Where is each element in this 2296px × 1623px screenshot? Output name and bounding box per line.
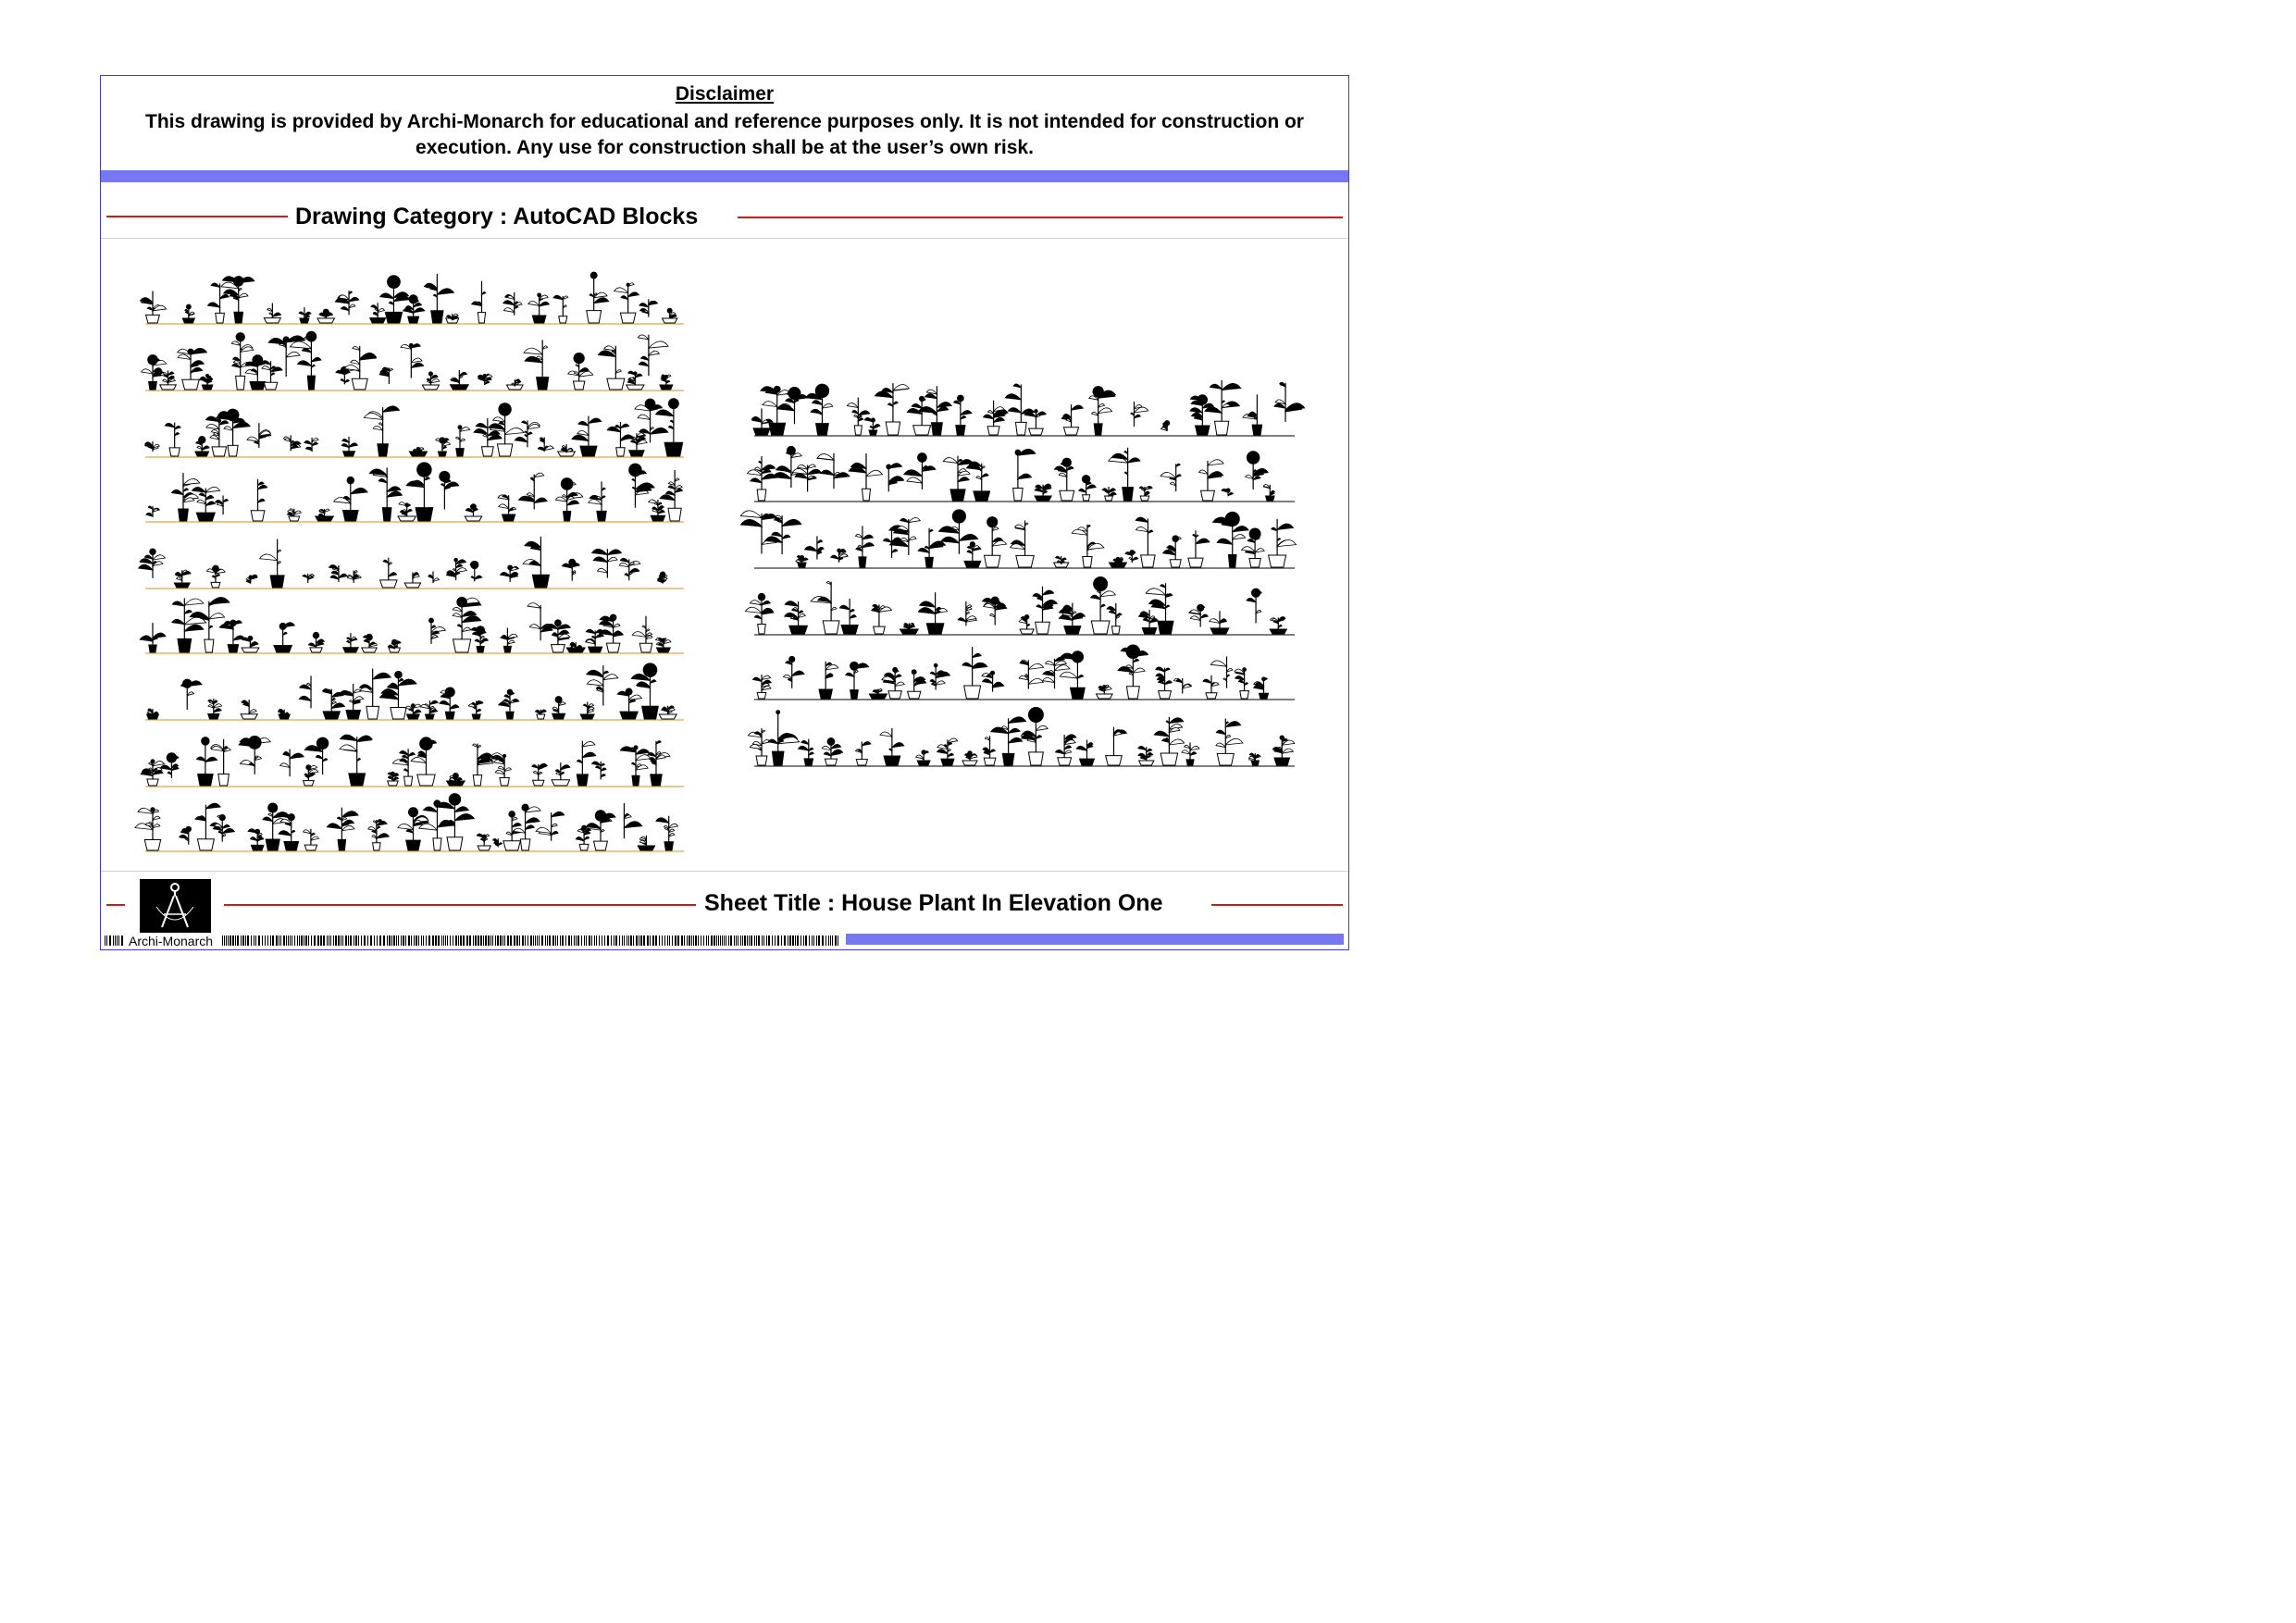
shelf-right-2 bbox=[747, 446, 1295, 502]
drafting-compass-icon bbox=[140, 879, 211, 933]
footer-rule-middle bbox=[224, 904, 696, 906]
shelf-right-6 bbox=[748, 707, 1295, 766]
shelf-left-7 bbox=[145, 663, 684, 720]
logo-label: Archi-Monarch bbox=[129, 934, 214, 948]
shelf-right-3 bbox=[740, 509, 1296, 568]
drawing-sheet bbox=[100, 75, 1349, 950]
drawing-category: Drawing Category : AutoCAD Blocks bbox=[295, 204, 699, 229]
bottom-color-band bbox=[846, 934, 1344, 945]
shelf-right-5 bbox=[752, 644, 1295, 700]
category-rule-right bbox=[738, 217, 1343, 218]
top-color-band bbox=[101, 170, 1348, 182]
shelf-left-4 bbox=[145, 462, 684, 522]
shelf-left-8 bbox=[141, 735, 684, 787]
plant-blocks-drawing bbox=[101, 239, 1347, 871]
shelf-left-3 bbox=[145, 398, 684, 457]
shelf-left-1 bbox=[140, 272, 684, 324]
shelf-left-5 bbox=[139, 537, 684, 588]
disclaimer-block bbox=[101, 76, 1348, 170]
category-rule-left bbox=[106, 216, 288, 217]
footer-rule-left bbox=[106, 904, 125, 906]
plant-elevations-area bbox=[101, 239, 1348, 871]
disclaimer-title: Disclaimer bbox=[675, 83, 775, 105]
footer-rule-right bbox=[1211, 904, 1343, 906]
shelf-left-2 bbox=[142, 331, 684, 390]
shelf-right-1 bbox=[751, 380, 1305, 436]
shelf-left-9 bbox=[135, 793, 684, 851]
barcode-strip bbox=[105, 935, 845, 946]
disclaimer-text: This drawing is provided by Archi-Monarch for educational and reference purposes only. It is not intended for construction or execution. Any use for construction shall be at the user’s own risk. bbox=[145, 111, 1304, 158]
shelf-right-4 bbox=[745, 576, 1295, 635]
sheet-title: Sheet Title : House Plant In Elevation One bbox=[704, 890, 1163, 916]
shelf-left-6 bbox=[140, 597, 684, 653]
category-row bbox=[101, 182, 1348, 239]
title-block-footer bbox=[101, 871, 1348, 950]
